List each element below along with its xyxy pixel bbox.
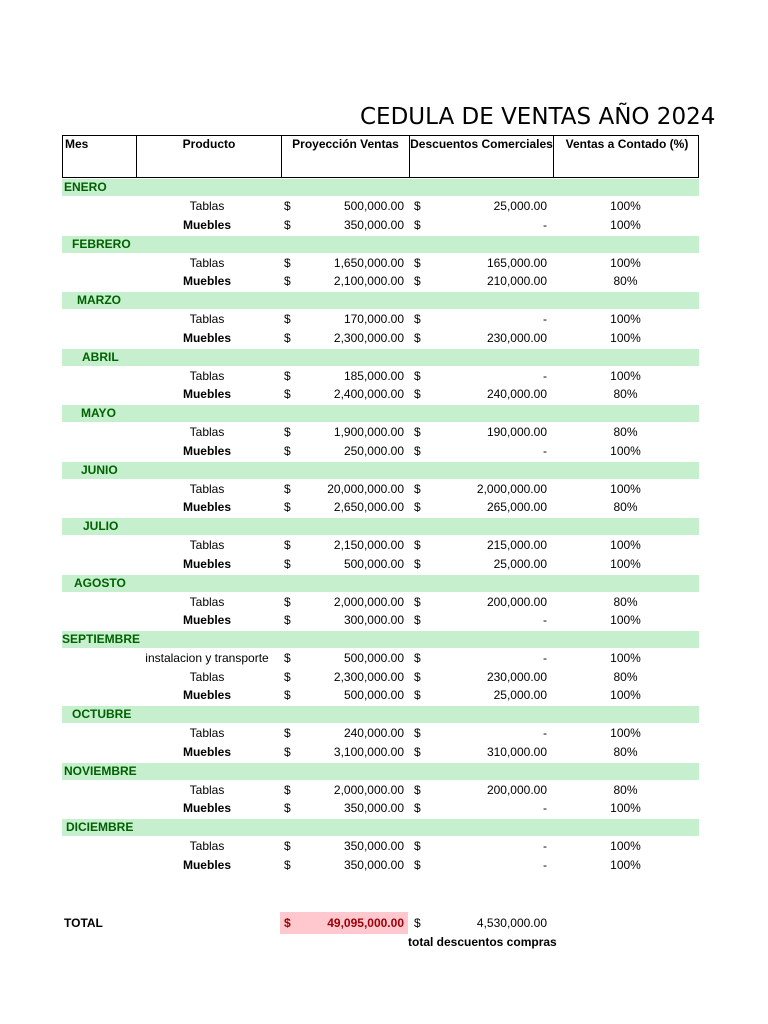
currency-symbol: $ — [414, 688, 421, 702]
currency-symbol: $ — [414, 744, 421, 759]
cash-percent-cell: 100% — [610, 839, 641, 853]
discount-cell: - — [543, 801, 547, 815]
currency-symbol: $ — [414, 669, 421, 684]
projection-cell: 2,100,000.00 — [333, 274, 404, 288]
currency-symbol: $ — [284, 556, 291, 571]
discount-cell: 200,000.00 — [486, 594, 547, 609]
month-label: SEPTIEMBRE — [62, 632, 141, 646]
currency-symbol: $ — [284, 217, 291, 232]
currency-symbol: $ — [414, 594, 421, 609]
currency-symbol: $ — [284, 613, 291, 627]
month-row — [62, 179, 699, 196]
cash-percent-cell: 80% — [613, 500, 638, 514]
currency-symbol: $ — [414, 368, 421, 383]
product-cell: Tablas — [189, 726, 225, 740]
product-cell: Tablas — [189, 594, 225, 609]
projection-cell: 500,000.00 — [343, 688, 404, 702]
table-row — [0, 799, 768, 817]
product-cell: Muebles — [182, 217, 231, 232]
month-label: ABRIL — [82, 349, 119, 364]
month-label: MARZO — [77, 293, 121, 307]
currency-symbol: $ — [414, 330, 421, 345]
cash-percent-cell: 100% — [610, 613, 641, 627]
currency-symbol: $ — [284, 538, 291, 552]
product-cell: Tablas — [189, 839, 225, 853]
projection-cell: 1,900,000.00 — [333, 425, 404, 439]
table-row — [0, 197, 768, 215]
product-cell: Tablas — [189, 782, 225, 797]
projection-cell: 500,000.00 — [343, 199, 404, 213]
currency-symbol: $ — [414, 425, 421, 439]
month-label: DICIEMBRE — [66, 820, 134, 834]
cash-percent-cell: 100% — [610, 443, 641, 458]
month-label: FEBRERO — [72, 236, 131, 251]
currency-symbol: $ — [284, 443, 291, 458]
month-row — [62, 631, 699, 648]
currency-symbol: $ — [414, 199, 421, 213]
projection-cell: 2,650,000.00 — [333, 500, 404, 514]
total-discount-note: total descuentos compras — [408, 935, 557, 949]
projection-cell: 300,000.00 — [343, 613, 404, 627]
cash-percent-cell: 100% — [610, 330, 641, 345]
currency-symbol: $ — [414, 538, 421, 552]
table-row — [0, 310, 768, 328]
product-cell: Tablas — [189, 368, 225, 383]
cash-percent-cell: 100% — [610, 217, 641, 232]
month-row — [62, 349, 699, 366]
product-cell: Tablas — [189, 425, 225, 439]
month-label: OCTUBRE — [72, 707, 132, 721]
table-row — [0, 536, 768, 554]
header-producto: Producto — [136, 136, 281, 177]
discount-cell: - — [543, 613, 547, 627]
cash-percent-cell: 100% — [610, 368, 641, 383]
currency-symbol: $ — [414, 481, 421, 496]
projection-cell: 350,000.00 — [343, 839, 404, 853]
month-row — [62, 518, 699, 535]
projection-cell: 2,400,000.00 — [333, 387, 404, 401]
product-cell: Muebles — [182, 857, 231, 872]
discount-cell: 190,000.00 — [486, 425, 547, 439]
currency-symbol: $ — [414, 500, 421, 514]
projection-cell: 350,000.00 — [343, 217, 404, 232]
month-label: JUNIO — [81, 462, 118, 477]
projection-cell: 500,000.00 — [343, 556, 404, 571]
cash-percent-cell: 80% — [613, 274, 638, 288]
discount-cell: 25,000.00 — [493, 199, 547, 213]
currency-symbol: $ — [414, 387, 421, 401]
discount-cell: 200,000.00 — [486, 782, 547, 797]
projection-cell: 2,300,000.00 — [333, 330, 404, 345]
discount-cell: 25,000.00 — [493, 556, 547, 571]
month-label: MAYO — [81, 406, 116, 420]
projection-cell: 240,000.00 — [343, 726, 404, 740]
product-cell: Muebles — [182, 613, 231, 627]
table-row — [0, 611, 768, 629]
discount-cell: 230,000.00 — [486, 669, 547, 684]
table-row — [0, 555, 768, 573]
product-cell: Muebles — [182, 500, 231, 514]
cash-percent-cell: 100% — [610, 801, 641, 815]
product-cell: Muebles — [182, 274, 231, 288]
currency-symbol: $ — [284, 916, 291, 930]
currency-symbol: $ — [284, 801, 291, 815]
currency-symbol: $ — [284, 744, 291, 759]
cash-percent-cell: 80% — [613, 425, 638, 439]
projection-cell: 185,000.00 — [343, 368, 404, 383]
cash-percent-cell: 100% — [610, 538, 641, 552]
discount-cell: 240,000.00 — [486, 387, 547, 401]
product-cell: Tablas — [189, 255, 225, 270]
projection-cell: 2,300,000.00 — [333, 669, 404, 684]
discount-cell: 165,000.00 — [486, 255, 547, 270]
projection-cell: 1,650,000.00 — [333, 255, 404, 270]
discount-cell: 310,000.00 — [486, 744, 547, 759]
cash-percent-cell: 80% — [613, 782, 638, 797]
total-label: TOTAL — [64, 916, 103, 930]
currency-symbol: $ — [414, 274, 421, 288]
month-row — [62, 763, 699, 780]
currency-symbol: $ — [284, 312, 291, 326]
month-label: JULIO — [83, 519, 119, 533]
discount-cell: 265,000.00 — [486, 500, 547, 514]
product-cell: Muebles — [182, 744, 231, 759]
cash-percent-cell: 80% — [613, 594, 638, 609]
table-row — [0, 724, 768, 742]
table-row — [0, 216, 768, 234]
header-proyeccion: Proyección Ventas — [281, 136, 409, 177]
projection-cell: 2,150,000.00 — [333, 538, 404, 552]
table-row — [0, 272, 768, 290]
projection-cell: 3,100,000.00 — [333, 744, 404, 759]
header-contado: Ventas a Contado (%) — [553, 136, 700, 177]
currency-symbol: $ — [284, 669, 291, 684]
currency-symbol: $ — [414, 651, 421, 665]
currency-symbol: $ — [284, 387, 291, 401]
month-row — [62, 462, 699, 479]
table-row — [0, 498, 768, 516]
product-cell: Muebles — [182, 556, 231, 571]
cash-percent-cell: 100% — [610, 857, 641, 872]
discount-cell: - — [543, 651, 547, 665]
projection-cell: 20,000,000.00 — [327, 481, 404, 496]
month-label: AGOSTO — [74, 575, 126, 590]
currency-symbol: $ — [284, 425, 291, 439]
cash-percent-cell: 100% — [610, 651, 641, 665]
cash-percent-cell: 100% — [610, 312, 641, 326]
currency-symbol: $ — [284, 651, 291, 665]
cash-percent-cell: 100% — [610, 556, 641, 571]
page-title: CEDULA DE VENTAS AÑO 2024 — [360, 104, 716, 130]
table-row — [0, 649, 768, 667]
cash-percent-cell: 80% — [613, 669, 638, 684]
month-label: ENERO — [64, 180, 107, 194]
product-cell: Muebles — [182, 387, 231, 401]
cash-percent-cell: 100% — [610, 199, 641, 213]
discount-cell: 230,000.00 — [486, 330, 547, 345]
currency-symbol: $ — [284, 274, 291, 288]
projection-cell: 350,000.00 — [343, 801, 404, 815]
product-cell: Muebles — [182, 330, 231, 345]
discount-cell: - — [543, 726, 547, 740]
currency-symbol: $ — [284, 594, 291, 609]
projection-cell: 500,000.00 — [343, 651, 404, 665]
month-row — [62, 706, 699, 723]
table-row — [0, 781, 768, 799]
cash-percent-cell: 100% — [610, 481, 641, 496]
discount-cell: 215,000.00 — [486, 538, 547, 552]
month-row — [62, 405, 699, 422]
currency-symbol: $ — [414, 255, 421, 270]
table-row — [0, 423, 768, 441]
currency-symbol: $ — [414, 556, 421, 571]
discount-cell: - — [543, 217, 547, 232]
discount-cell: 2,000,000.00 — [476, 481, 547, 496]
discount-cell: 25,000.00 — [493, 688, 547, 702]
table-row — [0, 254, 768, 272]
projection-cell: 170,000.00 — [343, 312, 404, 326]
currency-symbol: $ — [414, 613, 421, 627]
product-cell: Tablas — [189, 199, 225, 213]
discount-cell: - — [543, 368, 547, 383]
month-label: NOVIEMBRE — [64, 763, 137, 778]
projection-cell: 250,000.00 — [343, 443, 404, 458]
currency-symbol: $ — [284, 199, 291, 213]
product-cell: Tablas — [189, 669, 225, 684]
product-cell: Muebles — [182, 688, 231, 702]
header-mes: Mes — [65, 137, 89, 151]
total-discount-value: 4,530,000.00 — [476, 916, 547, 930]
currency-symbol: $ — [284, 726, 291, 740]
cash-percent-cell: 80% — [613, 387, 638, 401]
table-row — [0, 385, 768, 403]
month-row — [62, 819, 699, 836]
table-row — [0, 837, 768, 855]
currency-symbol: $ — [414, 443, 421, 458]
projection-cell: 2,000,000.00 — [333, 782, 404, 797]
discount-cell: - — [543, 312, 547, 326]
product-cell: Muebles — [182, 443, 231, 458]
currency-symbol: $ — [414, 726, 421, 740]
table-row — [0, 367, 768, 385]
currency-symbol: $ — [414, 857, 421, 872]
total-projection-cell[interactable] — [280, 912, 408, 934]
cash-percent-cell: 100% — [610, 255, 641, 270]
discount-cell: - — [543, 857, 547, 872]
table-row — [0, 442, 768, 460]
product-cell: Tablas — [189, 538, 225, 552]
product-cell: Tablas — [189, 481, 225, 496]
currency-symbol: $ — [284, 857, 291, 872]
month-row — [62, 575, 699, 592]
currency-symbol: $ — [414, 839, 421, 853]
currency-symbol: $ — [414, 916, 421, 930]
currency-symbol: $ — [414, 782, 421, 797]
month-row — [62, 236, 699, 253]
table-row — [0, 686, 768, 704]
currency-symbol: $ — [284, 782, 291, 797]
currency-symbol: $ — [414, 217, 421, 232]
cash-percent-cell: 100% — [610, 688, 641, 702]
currency-symbol: $ — [284, 330, 291, 345]
product-cell: Tablas — [189, 312, 225, 326]
currency-symbol: $ — [284, 368, 291, 383]
currency-symbol: $ — [414, 312, 421, 326]
table-row — [0, 743, 768, 761]
table-row — [0, 668, 768, 686]
currency-symbol: $ — [284, 255, 291, 270]
projection-cell: 350,000.00 — [343, 857, 404, 872]
table-row — [0, 593, 768, 611]
header-descuentos: Descuentos Comerciales — [409, 136, 553, 177]
product-cell: Muebles — [182, 801, 231, 815]
projection-cell: 2,000,000.00 — [333, 594, 404, 609]
currency-symbol: $ — [284, 481, 291, 496]
cash-percent-cell: 80% — [613, 744, 638, 759]
table-row — [0, 480, 768, 498]
table-row — [0, 329, 768, 347]
cash-percent-cell: 100% — [610, 726, 641, 740]
currency-symbol: $ — [284, 839, 291, 853]
total-projection-value: 49,095,000.00 — [327, 916, 404, 930]
discount-cell: - — [543, 839, 547, 853]
currency-symbol: $ — [414, 801, 421, 815]
product-cell: instalacion y transporte — [145, 651, 269, 665]
month-row — [62, 292, 699, 309]
discount-cell: 210,000.00 — [486, 274, 547, 288]
discount-cell: - — [543, 443, 547, 458]
table-row — [0, 856, 768, 874]
currency-symbol: $ — [284, 688, 291, 702]
currency-symbol: $ — [284, 500, 291, 514]
